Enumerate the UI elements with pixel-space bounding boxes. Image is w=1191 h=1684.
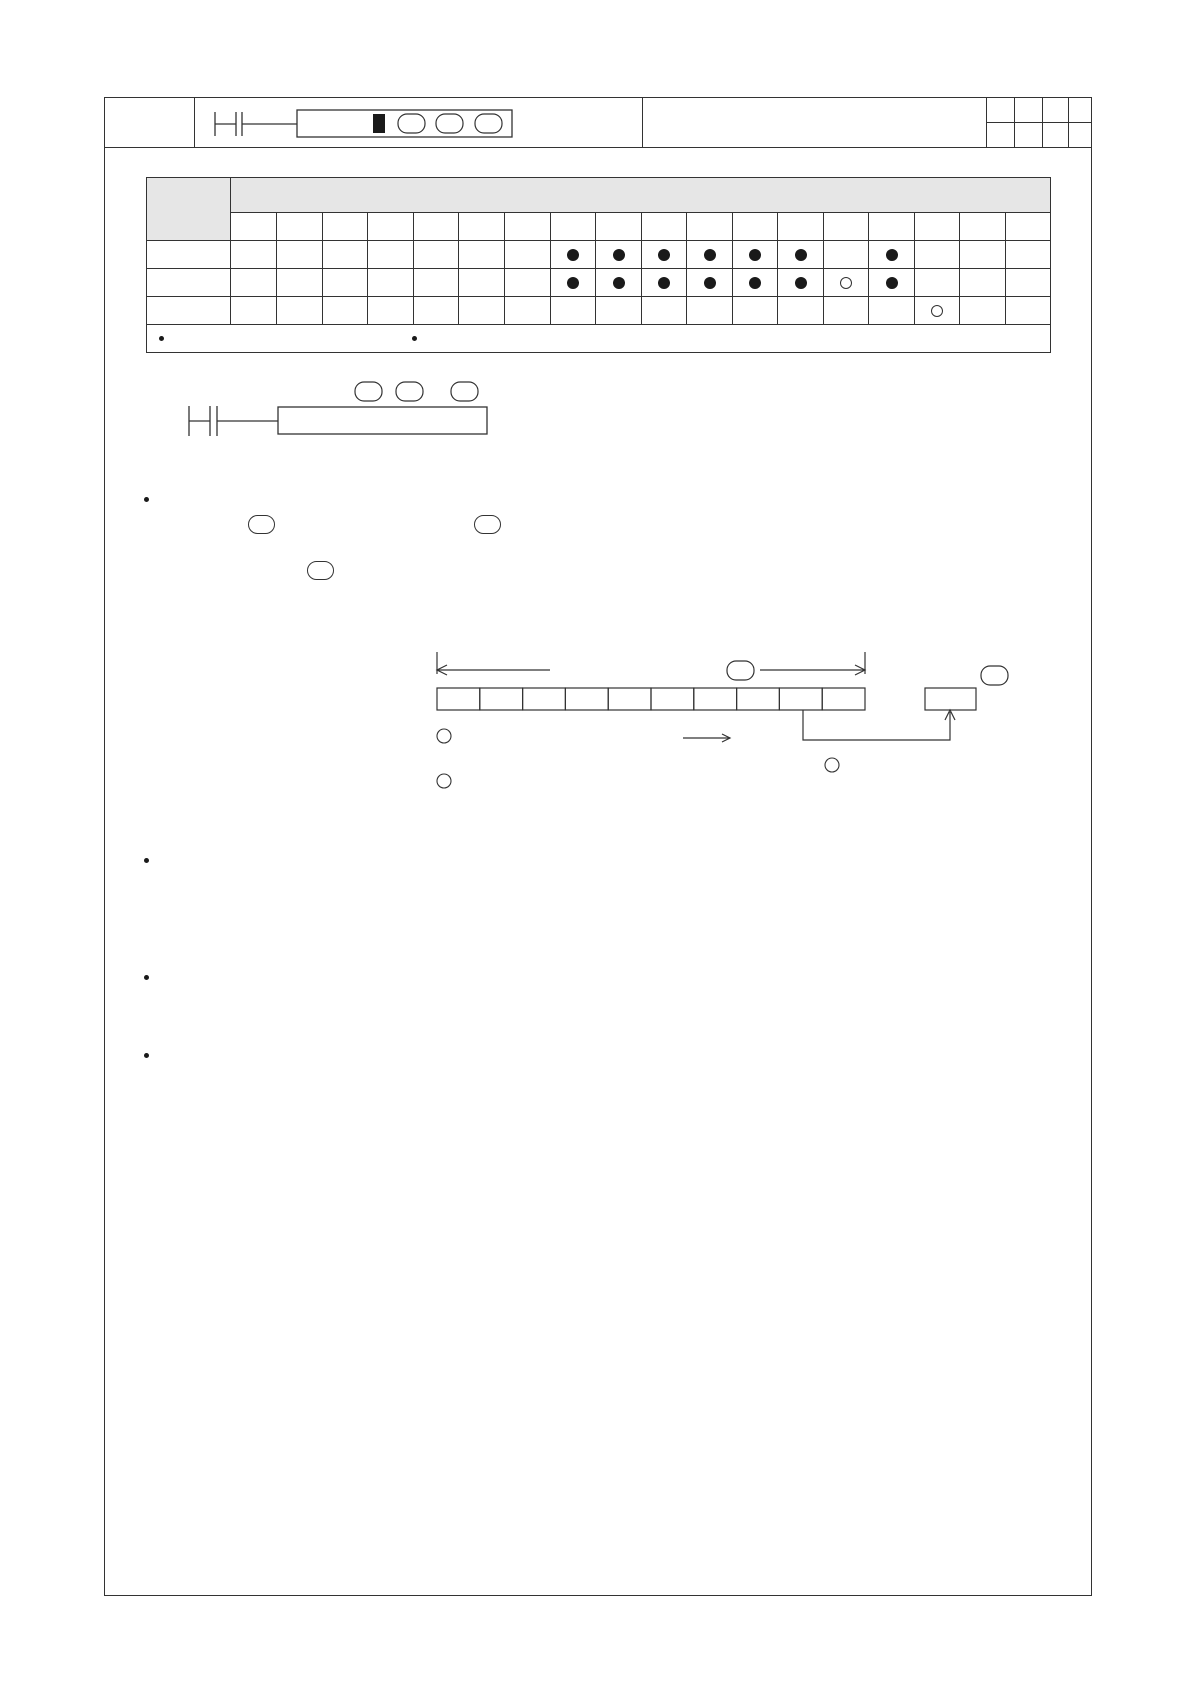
operand-oval-2 xyxy=(396,382,423,401)
inline-operand-oval xyxy=(248,515,275,534)
row-label-cell xyxy=(147,241,231,269)
table-cell xyxy=(459,269,505,297)
table-cell xyxy=(277,269,323,297)
applicable-dot-icon xyxy=(795,249,807,261)
row-label-cell xyxy=(147,297,231,325)
table-cell xyxy=(687,269,733,297)
note-circle-2 xyxy=(437,774,451,788)
bit-cell xyxy=(779,688,822,710)
table-cell xyxy=(231,297,277,325)
table-cell xyxy=(459,297,505,325)
bit-cell xyxy=(822,688,865,710)
bit-cell xyxy=(523,688,566,710)
table-cell xyxy=(642,241,687,269)
table-cell xyxy=(596,241,642,269)
table-corner-cell xyxy=(147,178,231,241)
table-cell xyxy=(596,297,642,325)
instruction-box xyxy=(278,407,487,434)
transfer-line xyxy=(803,710,950,740)
table-row xyxy=(147,297,1051,325)
table-cell xyxy=(1006,297,1051,325)
applicable-dot-icon xyxy=(567,249,579,261)
table-cell xyxy=(869,269,915,297)
table-cell xyxy=(778,241,824,269)
applicable-dot-icon xyxy=(704,277,716,289)
table-cell xyxy=(368,269,414,297)
header-divider xyxy=(642,97,643,148)
operand-oval-1 xyxy=(398,114,425,133)
table-cell xyxy=(414,241,459,269)
table-cell xyxy=(733,241,778,269)
bit-cell xyxy=(694,688,737,710)
column-header xyxy=(869,213,915,241)
table-cell xyxy=(915,269,960,297)
bit-cell xyxy=(651,688,694,710)
destination-operand-oval xyxy=(981,666,1008,685)
column-header xyxy=(596,213,642,241)
table-cell xyxy=(414,297,459,325)
operand-oval-2 xyxy=(436,114,463,133)
operand-oval-3 xyxy=(451,382,478,401)
column-header xyxy=(323,213,368,241)
applicable-dot-icon xyxy=(886,277,898,289)
table-cell xyxy=(915,241,960,269)
table-cell xyxy=(505,297,551,325)
destination-cell xyxy=(925,688,976,710)
table-cell xyxy=(824,269,869,297)
note-circle-1 xyxy=(437,729,451,743)
table-cell xyxy=(368,241,414,269)
register-bit-diagram xyxy=(430,650,1020,800)
operand-device-table xyxy=(146,177,1051,353)
table-group-header xyxy=(231,178,1051,213)
operand-oval-1 xyxy=(355,382,382,401)
applicable-dot-icon xyxy=(567,277,579,289)
footnote-bullet xyxy=(412,336,417,341)
paragraph-bullet xyxy=(144,497,149,502)
table-cell xyxy=(551,297,596,325)
table-cell xyxy=(642,269,687,297)
note-circle-3 xyxy=(825,758,839,772)
table-cell xyxy=(277,241,323,269)
column-header xyxy=(414,213,459,241)
applicable-dot-icon xyxy=(658,249,670,261)
applicable-dot-icon xyxy=(613,277,625,289)
table-cell xyxy=(778,269,824,297)
table-cell xyxy=(459,241,505,269)
table-cell xyxy=(960,241,1006,269)
table-cell xyxy=(824,297,869,325)
table-cell xyxy=(960,297,1006,325)
column-header xyxy=(642,213,687,241)
bit-cell xyxy=(437,688,480,710)
table-footnote-row xyxy=(147,325,1051,353)
table-cell xyxy=(368,297,414,325)
conditional-circle-icon xyxy=(840,277,852,289)
paragraph-bullet xyxy=(144,1053,149,1058)
table-cell xyxy=(778,297,824,325)
flag-grid-line xyxy=(986,122,1092,123)
table-cell xyxy=(277,297,323,325)
table-cell xyxy=(231,269,277,297)
applicable-dot-icon xyxy=(795,277,807,289)
column-header xyxy=(733,213,778,241)
column-header xyxy=(1006,213,1051,241)
conditional-circle-icon xyxy=(931,305,943,317)
column-header xyxy=(687,213,733,241)
table-cell xyxy=(505,241,551,269)
inline-operand-oval xyxy=(474,515,501,534)
table-cell xyxy=(323,269,368,297)
table-cell xyxy=(323,241,368,269)
bit-cell xyxy=(565,688,608,710)
operand-oval-3 xyxy=(475,114,502,133)
inline-operand-oval xyxy=(307,561,334,580)
column-header xyxy=(231,213,277,241)
table-cell xyxy=(960,269,1006,297)
table-cell xyxy=(414,269,459,297)
span-operand-oval xyxy=(727,661,754,680)
column-header xyxy=(915,213,960,241)
bit-cell xyxy=(480,688,523,710)
row-label-cell xyxy=(147,269,231,297)
table-cell xyxy=(687,297,733,325)
table-cell xyxy=(1006,269,1051,297)
ladder-instruction-symbol xyxy=(210,108,520,140)
table-cell xyxy=(869,241,915,269)
paragraph-bullet xyxy=(144,975,149,980)
applicable-dot-icon xyxy=(886,249,898,261)
table-cell xyxy=(915,297,960,325)
table-cell xyxy=(505,269,551,297)
table-cell xyxy=(733,269,778,297)
applicable-dot-icon xyxy=(613,249,625,261)
bit-cell xyxy=(608,688,651,710)
ladder-program-example xyxy=(185,380,495,440)
table-cell xyxy=(687,241,733,269)
column-header xyxy=(277,213,323,241)
instruction-marker xyxy=(373,114,385,133)
column-header xyxy=(551,213,596,241)
bit-cell-row xyxy=(437,688,865,710)
column-header xyxy=(459,213,505,241)
table-cell xyxy=(231,241,277,269)
table-cell xyxy=(551,241,596,269)
table-cell xyxy=(869,297,915,325)
column-header xyxy=(368,213,414,241)
bit-cell xyxy=(737,688,780,710)
table-column-header-row xyxy=(147,213,1051,241)
table-cell xyxy=(642,297,687,325)
column-header xyxy=(824,213,869,241)
table-row xyxy=(147,241,1051,269)
column-header xyxy=(960,213,1006,241)
table-cell xyxy=(1006,241,1051,269)
header-divider xyxy=(194,97,195,148)
table-cell xyxy=(733,297,778,325)
applicable-dot-icon xyxy=(658,277,670,289)
applicable-dot-icon xyxy=(749,249,761,261)
footnote-bullet xyxy=(159,336,164,341)
applicable-dot-icon xyxy=(749,277,761,289)
column-header xyxy=(505,213,551,241)
table-cell xyxy=(551,269,596,297)
table-row xyxy=(147,269,1051,297)
paragraph-bullet xyxy=(144,858,149,863)
table-cell xyxy=(323,297,368,325)
table-cell xyxy=(596,269,642,297)
column-header xyxy=(778,213,824,241)
table-cell xyxy=(824,241,869,269)
applicable-dot-icon xyxy=(704,249,716,261)
